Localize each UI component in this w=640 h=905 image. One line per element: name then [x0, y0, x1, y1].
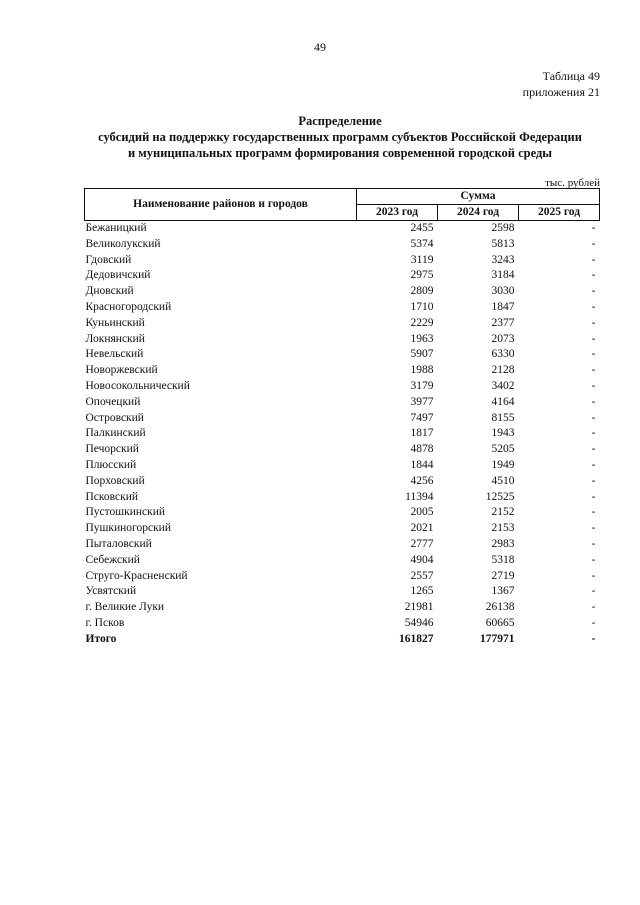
value-2025: - — [591, 364, 596, 377]
value-2024: 1949 — [491, 458, 515, 471]
district-name: Великолукский — [85, 237, 161, 250]
value-2024: 2128 — [491, 364, 515, 377]
value-2025: - — [591, 616, 596, 629]
table-row — [85, 458, 600, 474]
year-2025-header: 2025 год — [519, 205, 600, 221]
district-name: Пушкиногорский — [85, 522, 171, 535]
district-name: г. Псков — [85, 616, 125, 629]
title-line1: Распределение — [298, 114, 382, 128]
value-2025: - — [591, 537, 596, 550]
value-2024: 2073 — [491, 332, 515, 345]
table-row — [85, 600, 600, 616]
value-2025: - — [591, 332, 596, 345]
subsidy-table — [84, 188, 600, 648]
value-2024: 1943 — [491, 427, 515, 440]
value-2024: 8155 — [491, 411, 515, 424]
table-row — [85, 411, 600, 427]
value-2024: 2598 — [438, 221, 519, 237]
value-2023: 3179 — [410, 379, 434, 392]
district-name: г. Великие Луки — [85, 601, 165, 614]
value-2024: 6330 — [491, 348, 515, 361]
value-2024: 2152 — [491, 506, 515, 519]
value-2024: 1367 — [491, 585, 515, 598]
year-2024-header: 2024 год — [438, 205, 519, 221]
district-name: Красногородский — [85, 300, 172, 313]
value-2024: 26138 — [485, 601, 515, 614]
value-2025: - — [591, 585, 596, 598]
value-2025: - — [591, 316, 596, 329]
total-2025: - — [591, 632, 596, 645]
district-name: Дедовичский — [85, 269, 151, 282]
district-name: Куньинский — [85, 316, 145, 329]
table-row — [85, 363, 600, 379]
district-name: Струго-Красненский — [85, 569, 188, 582]
value-2024: 5205 — [491, 443, 515, 456]
value-2025: - — [591, 269, 596, 282]
district-name: Бежаницкий — [85, 221, 357, 237]
table-row — [85, 553, 600, 569]
table-row — [85, 490, 600, 506]
value-2025: - — [591, 522, 596, 535]
header-row-1 — [85, 189, 600, 205]
table-row — [85, 347, 600, 363]
value-2024: 2719 — [491, 569, 515, 582]
district-name: Палкинский — [85, 427, 146, 440]
district-name: Новоржевский — [85, 364, 158, 377]
table-row — [85, 253, 600, 269]
value-2024: 2983 — [491, 537, 515, 550]
table-row — [85, 584, 600, 600]
sum-column-header: Сумма — [357, 189, 600, 205]
value-2025: - — [591, 458, 596, 471]
value-2023: 1710 — [410, 300, 434, 313]
value-2025: - — [591, 300, 596, 313]
district-name: Порховский — [85, 474, 145, 487]
table-reference — [523, 68, 600, 100]
table-row — [85, 221, 600, 237]
value-2023: 1963 — [410, 332, 434, 345]
units-label: тыс. рублей — [545, 177, 600, 189]
table-row — [85, 537, 600, 553]
value-2023: 2557 — [410, 569, 434, 582]
value-2025: - — [591, 253, 596, 266]
district-name: Новосокольнический — [85, 379, 190, 392]
total-2024: 177971 — [480, 632, 515, 645]
value-2023: 11394 — [405, 490, 434, 503]
table-row — [85, 316, 600, 332]
district-name: Гдовский — [85, 253, 132, 266]
value-2023: 4256 — [410, 474, 434, 487]
value-2023: 3977 — [410, 395, 434, 408]
table-reference-line1: Таблица 49 — [542, 69, 600, 83]
district-name: Псковский — [85, 490, 139, 503]
table-row — [85, 426, 600, 442]
value-2023: 1265 — [410, 585, 434, 598]
district-name: Усвятский — [85, 585, 137, 598]
table-row — [85, 616, 600, 632]
value-2023: 2809 — [410, 285, 434, 298]
document-title — [60, 113, 620, 161]
table-row — [85, 505, 600, 521]
value-2023: 4904 — [410, 553, 434, 566]
value-2024: 60665 — [485, 616, 515, 629]
value-2024: 5318 — [491, 553, 515, 566]
value-2023: 21981 — [404, 601, 434, 614]
district-name: Локнянский — [85, 332, 145, 345]
value-2024: 5813 — [491, 237, 515, 250]
value-2023: 2777 — [410, 537, 434, 550]
total-label: Итого — [85, 632, 117, 645]
table-row — [85, 237, 600, 253]
value-2023: 2975 — [410, 269, 434, 282]
total-2023: 161827 — [399, 632, 434, 645]
value-2024: 1847 — [491, 300, 515, 313]
value-2024: 4164 — [491, 395, 515, 408]
total-row — [85, 632, 600, 648]
value-2023: 2005 — [410, 506, 434, 519]
table-reference-line2: приложения 21 — [522, 85, 600, 99]
table-row — [85, 521, 600, 537]
value-2025: - — [591, 395, 596, 408]
table-row — [85, 569, 600, 585]
value-2024: 3184 — [491, 269, 515, 282]
title-line2: субсидий на поддержку государственных программ субъектов Российской Федерации — [98, 130, 582, 144]
value-2024: 4510 — [491, 474, 515, 487]
value-2023: 7497 — [410, 411, 434, 424]
value-2023: 3119 — [410, 253, 434, 266]
district-name: Невельский — [85, 348, 144, 361]
value-2025: - — [591, 411, 596, 424]
table-row — [85, 474, 600, 490]
page-number: 49 — [314, 40, 326, 54]
value-2025: - — [591, 601, 596, 614]
table-row — [85, 268, 600, 284]
year-2023-header: 2023 год — [357, 205, 438, 221]
district-name: Печорский — [85, 443, 139, 456]
district-name: Пыталовский — [85, 537, 152, 550]
table-row — [85, 379, 600, 395]
value-2025: - — [591, 490, 596, 503]
value-2025: - — [591, 553, 596, 566]
table-row — [85, 442, 600, 458]
table-row — [85, 395, 600, 411]
value-2025: - — [591, 237, 596, 250]
value-2025: - — [591, 427, 596, 440]
value-2023: 1988 — [410, 364, 434, 377]
district-name: Дновский — [85, 285, 134, 298]
value-2023: 1817 — [410, 427, 434, 440]
value-2025: - — [591, 474, 596, 487]
value-2023: 1844 — [410, 458, 434, 471]
value-2025: - — [591, 443, 596, 456]
name-column-header: Наименование районов и городов — [85, 189, 357, 221]
value-2023: 4878 — [410, 443, 434, 456]
district-name: Пустошкинский — [85, 506, 166, 519]
table-row — [85, 332, 600, 348]
value-2024: 3243 — [491, 253, 515, 266]
district-name: Себежский — [85, 553, 140, 566]
value-2025: - — [519, 221, 600, 237]
value-2025: - — [591, 285, 596, 298]
value-2024: 2377 — [491, 316, 515, 329]
value-2023: 5374 — [410, 237, 434, 250]
table-row — [85, 300, 600, 316]
value-2025: - — [591, 569, 596, 582]
district-name: Островский — [85, 411, 144, 424]
value-2025: - — [591, 506, 596, 519]
district-name: Опочецкий — [85, 395, 141, 408]
value-2023: 2455 — [357, 221, 438, 237]
value-2024: 12525 — [485, 490, 515, 503]
value-2024: 2153 — [491, 522, 515, 535]
value-2025: - — [591, 348, 596, 361]
value-2023: 54946 — [404, 616, 434, 629]
district-name: Плюсский — [85, 458, 137, 471]
title-line3: и муниципальных программ формирования современной городской среды — [127, 146, 553, 160]
value-2024: 3030 — [491, 285, 515, 298]
value-2023: 2229 — [410, 316, 434, 329]
table-row — [85, 284, 600, 300]
value-2024: 3402 — [491, 379, 515, 392]
value-2023: 5907 — [410, 348, 434, 361]
value-2023: 2021 — [410, 522, 434, 535]
value-2025: - — [591, 379, 596, 392]
